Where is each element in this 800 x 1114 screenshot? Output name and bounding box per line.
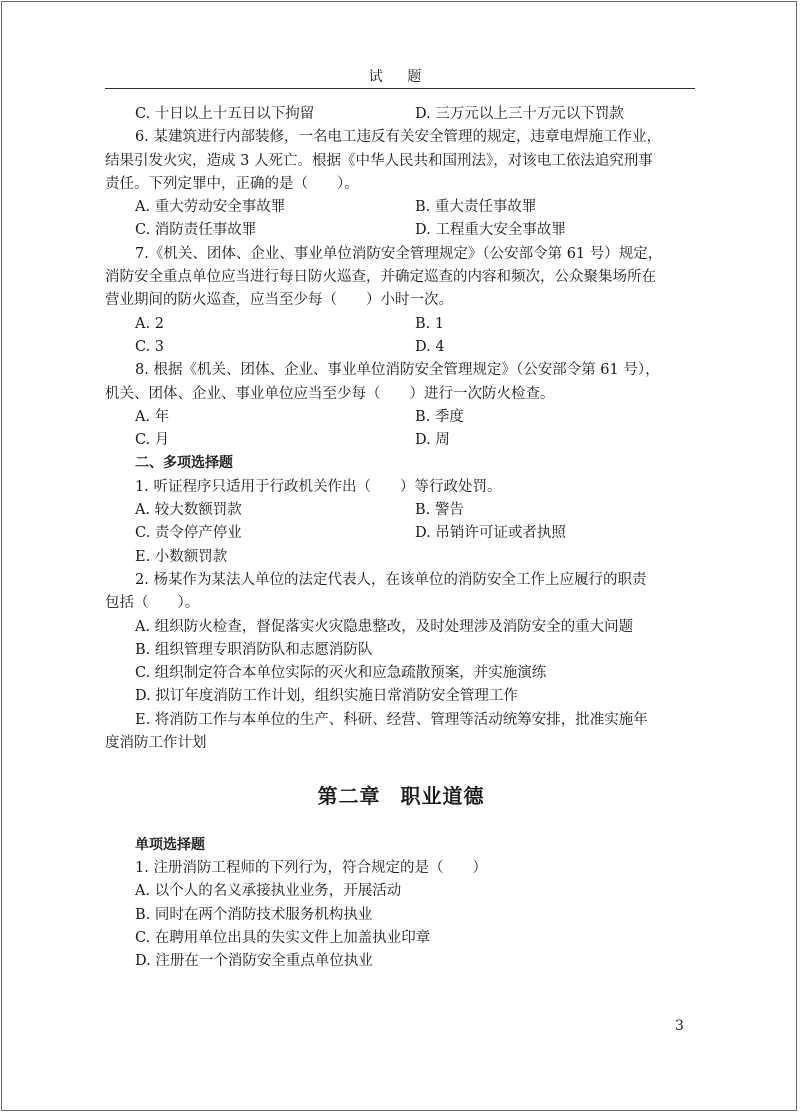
m1-option-d: D. 吊销许可证或者执照	[415, 525, 566, 542]
m2-stem-line-2: 包括（ ）。	[105, 595, 200, 612]
q6-stem-line-1: 6. 某建筑进行内部装修，一名电工违反有关安全管理的规定，违章电焊施工作业，	[135, 129, 661, 146]
c1-stem: 1. 注册消防工程师的下列行为，符合规定的是（ ）	[135, 859, 487, 876]
q5-options-row	[105, 103, 697, 126]
q8-options-row-2	[105, 429, 697, 452]
q6-options-row-1	[105, 196, 697, 219]
section-multiple-choice-title: 二、多项选择题	[135, 455, 233, 472]
q6-stem-line-2: 结果引发火灾，造成 3 人死亡。根据《中华人民共和国刑法》，对该电工依法追究刑事	[105, 152, 653, 169]
q7-option-d: D. 4	[415, 338, 445, 355]
c1-option-a: A. 以个人的名义承接执业业务，开展活动	[135, 883, 402, 900]
q8-option-a: A. 年	[135, 408, 170, 425]
page-content	[105, 103, 697, 973]
q6-option-c: C. 消防责任事故罪	[135, 222, 257, 239]
q8-options-row-1	[105, 406, 697, 429]
m2-option-a: A. 组织防火检查，督促落实火灾隐患整改，及时处理涉及消防安全的重大问题	[135, 618, 634, 635]
m1-option-c: C. 责令停产停业	[135, 525, 242, 542]
m2-option-e-line-2: 度消防工作计划	[105, 735, 207, 752]
q6-options-row-2	[105, 219, 697, 242]
q8-option-c: C. 月	[135, 432, 170, 449]
header-rule	[105, 88, 695, 89]
section-single-choice-title: 单项选择题	[135, 836, 205, 853]
q6-option-a: A. 重大劳动安全事故罪	[135, 199, 286, 216]
c1-option-c: C. 在聘用单位出具的失实文件上加盖执业印章	[135, 929, 431, 946]
page-number: 3	[675, 1018, 684, 1034]
m1-options-row-2	[105, 522, 697, 545]
q5-option-d: D. 三万元以上三十万元以下罚款	[415, 106, 624, 122]
q6-stem-line-3: 责任。下列定罪中，正确的是（ ）。	[105, 175, 359, 192]
c1-option-b: B. 同时在两个消防技术服务机构执业	[135, 906, 373, 923]
m2-option-c: C. 组织制定符合本单位实际的灭火和应急疏散预案，并实施演练	[135, 665, 547, 682]
q5-option-c: C. 十日以上十五日以下拘留	[135, 106, 315, 122]
q7-stem-line-3: 营业期间的防火巡查，应当至少每（ ）小时一次。	[105, 292, 453, 309]
m1-stem: 1. 听证程序只适用于行政机关作出（ ）等行政处罚。	[135, 478, 502, 495]
c1-option-d: D. 注册在一个消防安全重点单位执业	[135, 953, 373, 970]
running-header: 试 题	[368, 69, 432, 85]
q7-options-row-1	[105, 313, 697, 336]
q7-stem-line-2: 消防安全重点单位应当进行每日防火巡查，并确定巡查的内容和频次，公众聚集场所在	[105, 269, 656, 286]
q8-stem-line-2: 机关、团体、企业、事业单位应当至少每（ ）进行一次防火检查。	[105, 385, 555, 402]
m2-option-d: D. 拟订年度消防工作计划，组织实施日常消防安全管理工作	[135, 688, 518, 705]
m1-options-row-1	[105, 499, 697, 522]
q8-option-b: B. 季度	[415, 408, 464, 425]
q7-option-c: C. 3	[135, 338, 165, 355]
q7-stem-line-1: 7.《机关、团体、企业、事业单位消防安全管理规定》（公安部令第 61 号）规定，	[135, 245, 663, 262]
q7-option-a: A. 2	[135, 315, 164, 332]
q7-options-row-2	[105, 336, 697, 359]
q6-option-b: B. 重大责任事故罪	[415, 199, 537, 216]
chapter-title: 第二章 职业道德	[317, 784, 485, 809]
m2-stem-line-1: 2. 杨某作为某法人单位的法定代表人，在该单位的消防安全工作上应履行的职责	[135, 571, 647, 588]
m1-option-a: A. 较大数额罚款	[135, 502, 242, 519]
q7-option-b: B. 1	[415, 315, 445, 332]
q8-option-d: D. 周	[415, 432, 450, 449]
m1-option-e: E. 小数额罚款	[135, 548, 228, 565]
m1-option-b: B. 警告	[415, 502, 464, 519]
q6-option-d: D. 工程重大安全事故罪	[415, 222, 566, 239]
m2-option-e-line-1: E. 将消防工作与本单位的生产、科研、经营、管理等活动统筹安排，批准实施年	[135, 711, 648, 728]
q8-stem-line-1: 8. 根据《机关、团体、企业、事业单位消防安全管理规定》（公安部令第 61 号），	[135, 362, 660, 379]
m2-option-b: B. 组织管理专职消防队和志愿消防队	[135, 641, 373, 658]
